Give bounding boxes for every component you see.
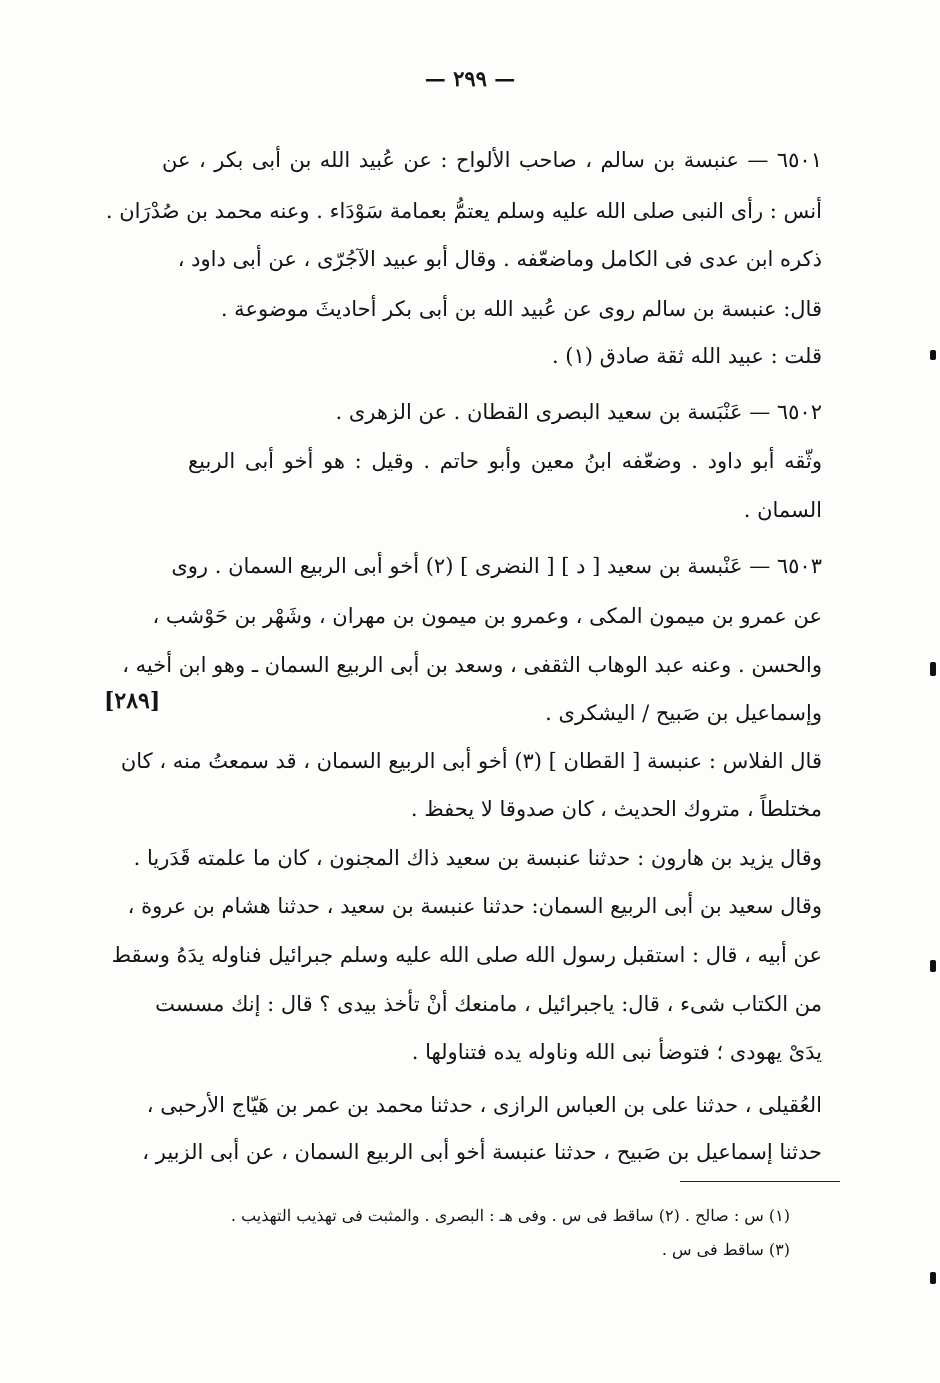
text-line: من الكتاب شىء ، قال: ياجبرائيل ، مامنعك أنْ تأخذ بيدى ؟ قال : إنك مسست [155, 992, 822, 1016]
footnote-line: (٣) ساقط فى س . [661, 1240, 790, 1259]
text-line: العُقيلى ، حدثنا على بن العباس الرازى ، حدثنا محمد بن عمر بن هَيّاج الأرحبى ، [146, 1093, 822, 1117]
text-line: قال: عنبسة بن سالم روى عن عُبيد الله بن أبى بكر أحاديثَ موضوعة . [220, 297, 822, 321]
text-line: أنس : رأى النبى صلى الله عليه وسلم يعتمُّ بعمامة سَوْدَاء . وعنه محمد بن صُدْرَان . [105, 199, 822, 223]
text-line: ٦٥٠٢ — عَنْبَسة بن سعيد البصرى القطان . عن الزهرى . [335, 400, 822, 424]
scan-edge-mark [930, 960, 936, 972]
text-line: وثّقه أبو داود . وضعّفه ابنُ معين وأبو حاتم . وقيل : هو أخو أبى الربيع [188, 449, 822, 473]
text-line: وقال يزيد بن هارون : حدثنا عنبسة بن سعيد ذاك المجنون ، كان ما علمته قَدَريا . [133, 846, 822, 870]
text-line: السمان . [743, 498, 822, 522]
footnote-separator [680, 1181, 840, 1182]
text-line: وقال سعيد بن أبى الربيع السمان: حدثنا عنبسة بن سعيد ، حدثنا هشام بن عروة ، [127, 894, 822, 918]
text-line: ذكره ابن عدى فى الكامل وماضعّفه . وقال أبو عبيد الآجُرّى ، عن أبى داود ، [177, 247, 822, 271]
scan-edge-mark [930, 350, 936, 360]
page-number: — ٢٩٩ — [424, 66, 516, 91]
margin-page-reference: [٢٨٩] [104, 688, 161, 714]
footnote-line: (١) س : صالح . (٢) ساقط فى س . وفى هـ : البصرى . والمثبت فى تهذيب التهذيب . [230, 1206, 790, 1225]
text-line: ٦٥٠٣ — عَنْبسة بن سعيد [ د ] [ النضرى ] (٢) أخو أبى الربيع السمان . روى [171, 554, 822, 578]
text-line: حدثنا إسماعيل بن صَبيح ، حدثنا عنبسة أخو أبى الربيع السمان ، عن أبى الزبير ، [142, 1140, 822, 1164]
scan-edge-mark [930, 1272, 936, 1284]
text-line: وإسماعيل بن صَبيح / اليشكرى . [545, 701, 822, 725]
text-line: قال الفلاس : عنبسة [ القطان ] (٣) أخو أبى الربيع السمان ، قد سمعتُ منه ، كان [120, 749, 822, 773]
text-line: والحسن . وعنه عبد الوهاب الثقفى ، وسعد بن أبى الربيع السمان ـ وهو ابن أخيه ، [122, 653, 822, 677]
text-line: ٦٥٠١ — عنبسة بن سالم ، صاحب الألواح : عن عُبيد الله بن أبى بكر ، عن [162, 148, 822, 172]
text-line: عن أبيه ، قال : استقبل رسول الله صلى الله عليه وسلم جبرائيل فناوله يدَهُ وسقط [111, 943, 822, 967]
text-line: مختلطاً ، متروك الحديث ، كان صدوقا لا يحفظ . [410, 797, 822, 821]
text-line: عن عمرو بن ميمون المكى ، وعمرو بن ميمون بن مهران ، وشَهْر بن حَوْشب ، [152, 604, 822, 628]
scan-edge-mark [930, 662, 936, 676]
text-line: قلت : عبيد الله ثقة صادق (١) . [551, 344, 822, 368]
text-line: يدَىْ يهودى ؛ فتوضأ نبى الله وناوله يده فتناولها . [411, 1040, 822, 1064]
